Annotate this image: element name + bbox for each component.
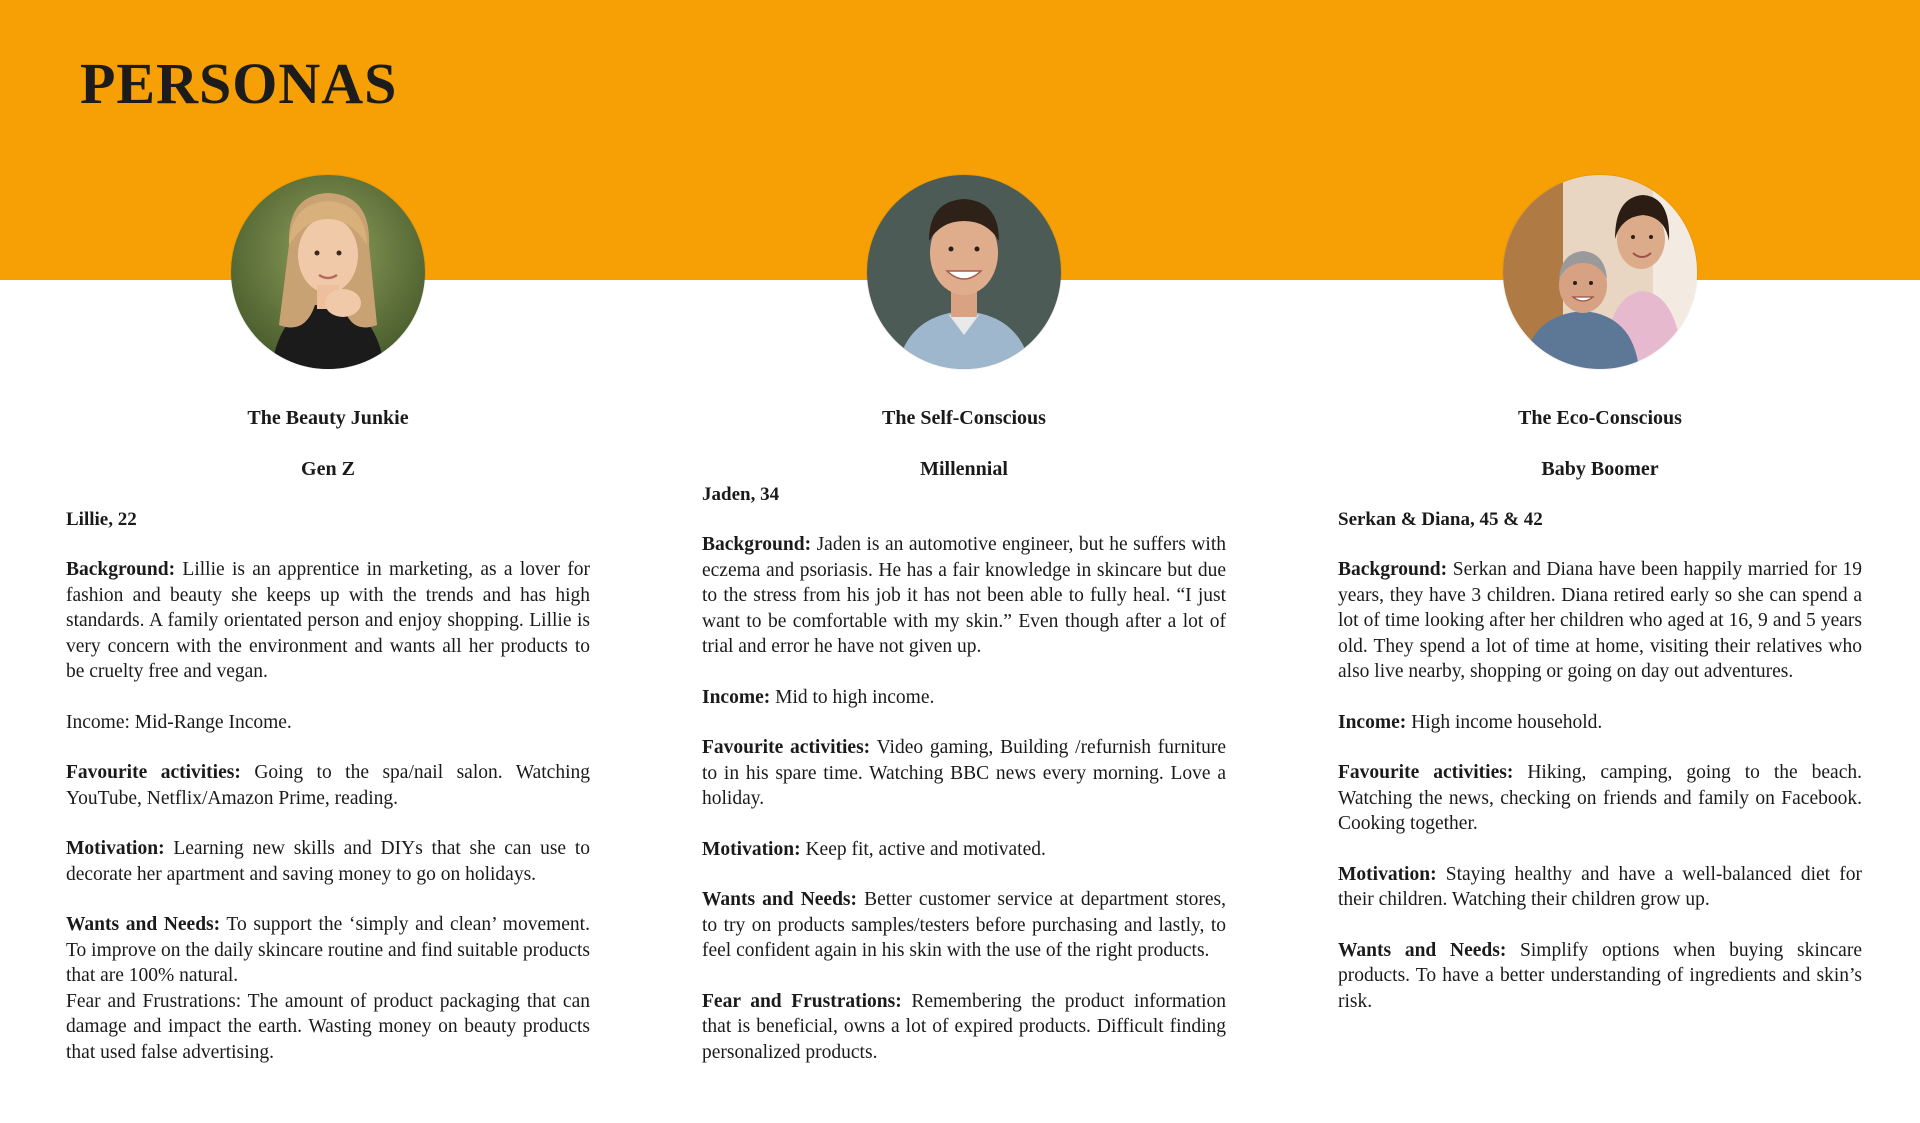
section-label: Wants and Needs: [66, 914, 221, 935]
section-label: Wants and Needs: [702, 889, 858, 910]
man-portrait-icon [867, 175, 1061, 369]
section-label: Favourite activities: [66, 762, 241, 783]
section-text: To support the ‘simply and clean’ movement. To improve on the daily skincare routine and find suitable products that are 100% natural. [66, 914, 590, 986]
section-label: Favourite activities: [702, 737, 871, 758]
section-label: Income: [1338, 711, 1407, 733]
persona-generation: Millennial [920, 458, 1008, 480]
section-text: Going to the spa/nail salon. Watching YouTube, Netflix/Amazon Prime, reading. [66, 762, 590, 809]
section-text: Income: Mid-Range Income. [66, 711, 292, 733]
persona-favourite-activities [1338, 760, 1862, 837]
couple-portrait-icon [1503, 175, 1697, 369]
persona-card-self-conscious [702, 175, 1226, 1065]
section-text: Staying healthy and have a well-balanced diet for their children. Watching their children grow up. [1338, 863, 1862, 910]
persona-wants-needs [702, 887, 1226, 964]
persona-motivation [702, 837, 1226, 863]
persona-generation: Gen Z [301, 458, 355, 480]
section-text: Lillie is an apprentice in marketing, as a lover for fashion and beauty she keeps up with the trends and has high standards. A family orientated person and enjoy shopping. Lillie is very concern with the environment and wants all her products to be cruelty free and vegan. [66, 559, 590, 682]
persona-favourite-activities [702, 735, 1226, 812]
section-text: Mid to high income. [770, 686, 935, 708]
persona-background [66, 557, 590, 685]
section-text: Jaden is an automotive engineer, but he suffers with eczema and psoriasis. He has a fair knowledge in skincare but due to the stress from his job it has not been able to fully heal. “I just want to be comfortable with my skin.” Even though after a lot of trial and error he have not given up. [702, 534, 1226, 657]
persona-background [702, 532, 1226, 660]
section-text: Learning new skills and DIYs that she can use to decorate her apartment and saving money to go on holidays. [66, 838, 590, 885]
section-label: Background: [702, 534, 812, 555]
section-text: Hiking, camping, going to the beach. Watching the news, checking on friends and family on Facebook. Cooking together. [1338, 762, 1862, 834]
persona-generation: Baby Boomer [1541, 458, 1659, 480]
section-label: Motivation: [1338, 863, 1437, 885]
persona-name-age: Serkan & Diana, 45 & 42 [1338, 509, 1543, 530]
persona-type: The Beauty Junkie [247, 407, 409, 429]
persona-fear-frustrations [66, 989, 590, 1066]
persona-card-beauty-junkie [66, 175, 590, 1065]
persona-fear-frustrations [702, 989, 1226, 1066]
persona-type: The Eco-Conscious [1518, 407, 1682, 429]
section-text: Serkan and Diana have been happily married for 19 years, they have 3 children. Diana retired early so she can spend a lot of time looking after her children who aged at 16, 9 and 5 years old. They spend a lot of time at home, visiting their relatives who also live nearby, shopping or going on day out adventures. [1338, 559, 1862, 682]
section-text: Keep fit, active and motivated. [800, 838, 1046, 860]
persona-name-age: Jaden, 34 [702, 484, 780, 505]
persona-card-eco-conscious [1338, 175, 1862, 1014]
persona-motivation [66, 836, 590, 887]
woman-portrait-icon [231, 175, 425, 369]
section-text: Remembering the product information that is beneficial, owns a lot of expired products. Difficult finding personalized products. [702, 990, 1227, 1063]
section-label: Motivation: [702, 838, 801, 860]
section-label: Motivation: [66, 838, 165, 859]
section-text: Better customer service at department stores, to try on products samples/testers before purchasing and lastly, to feel confident again in his skin with the use of the right products. [702, 889, 1226, 961]
section-label: Wants and Needs: [1338, 939, 1507, 961]
persona-income [702, 685, 1226, 711]
section-text: Video gaming, Building /refurnish furniture to in his spare time. Watching BBC news every morning. Love a holiday. [702, 737, 1226, 809]
persona-wants-needs [1338, 938, 1862, 1015]
persona-favourite-activities [66, 760, 590, 811]
persona-income [1338, 710, 1862, 736]
section-text: Simplify options when buying skincare products. To have a better understanding of ingredients and skin’s risk. [1338, 939, 1862, 1012]
section-label: Background: [66, 559, 176, 580]
persona-name-age: Lillie, 22 [66, 509, 137, 530]
persona-income [66, 710, 590, 736]
persona-motivation [1338, 862, 1862, 913]
persona-type: The Self-Conscious [882, 407, 1046, 429]
section-text: Fear and Frustrations: The amount of product packaging that can damage and impact the earth. Wasting money on beauty products that used false advertising. [66, 990, 590, 1063]
persona-background [1338, 557, 1862, 685]
section-label: Background: [1338, 559, 1448, 580]
section-label: Income: [702, 686, 771, 708]
page-title: PERSONAS [80, 51, 398, 116]
section-label: Fear and Frustrations: [702, 990, 902, 1012]
section-text: High income household. [1406, 711, 1603, 733]
section-label: Favourite activities: [1338, 762, 1514, 783]
persona-wants-needs [66, 912, 590, 989]
